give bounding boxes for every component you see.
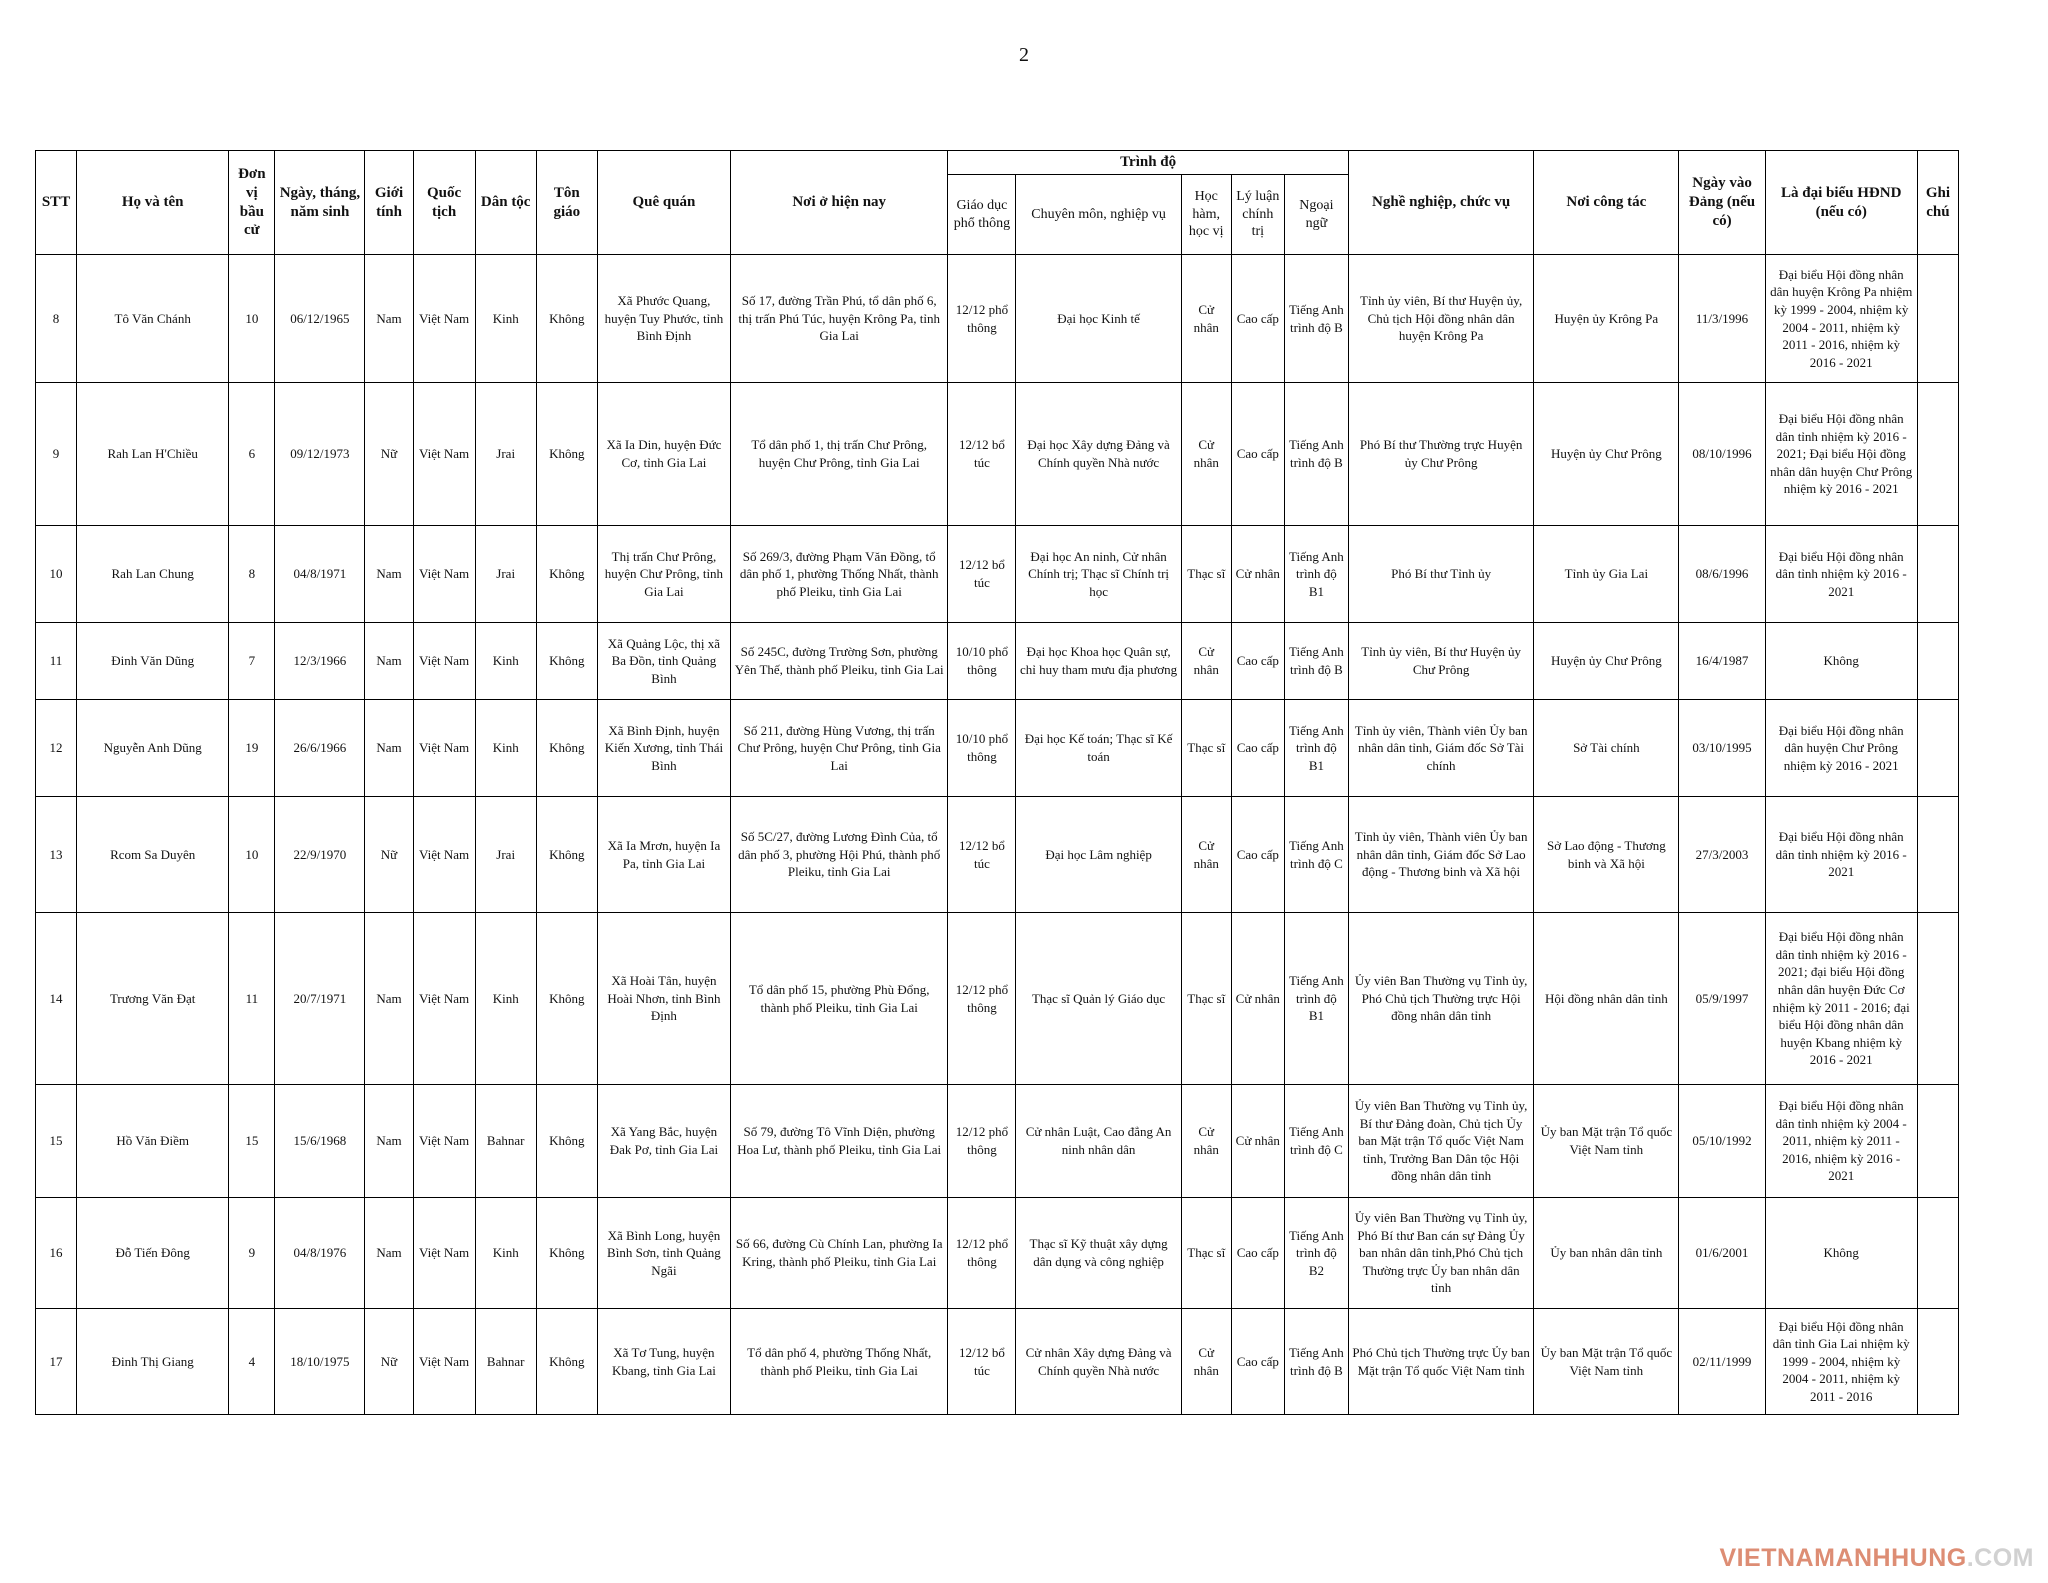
cell-quoc-tich: Việt Nam [413,1198,475,1309]
cell-nghe-nghiep: Phó Bí thư Thường trực Huyện ủy Chư Prông [1348,383,1533,526]
cell-ngoai-ngu: Tiếng Anh trình độ B1 [1284,700,1348,797]
cell-ton-giao: Không [536,255,597,383]
col-noi-cong-tac: Nơi công tác [1534,151,1679,255]
cell-ghi-chu [1917,1309,1958,1415]
cell-gioi-tinh: Nam [365,1085,413,1198]
cell-ngay-vao-dang: 05/9/1997 [1679,913,1765,1085]
cell-chuyen-mon: Đại học Kế toán; Thạc sĩ Kế toán [1016,700,1181,797]
cell-stt: 15 [36,1085,77,1198]
cell-noi-o: Tổ dân phố 15, phường Phù Đổng, thành phố Pleiku, tỉnh Gia Lai [731,913,948,1085]
cell-dan-toc: Kinh [475,623,536,700]
cell-ton-giao: Không [536,383,597,526]
cell-noi-o: Tổ dân phố 4, phường Thống Nhất, thành phố Pleiku, tỉnh Gia Lai [731,1309,948,1415]
cell-ho-ten: Đinh Thị Giang [77,1309,229,1415]
table-row [36,255,1959,383]
cell-dan-toc: Jrai [475,383,536,526]
cell-ngay-sinh: 12/3/1966 [275,623,365,700]
cell-que-quan: Xã Ia Mrơn, huyện Ia Pa, tỉnh Gia Lai [597,797,730,913]
cell-gioi-tinh: Nữ [365,1309,413,1415]
cell-ngay-sinh: 26/6/1966 [275,700,365,797]
col-que-quan: Quê quán [597,151,730,255]
cell-giao-duc: 12/12 phổ thông [948,1085,1016,1198]
cell-ngay-vao-dang: 02/11/1999 [1679,1309,1765,1415]
cell-que-quan: Thị trấn Chư Prông, huyện Chư Prông, tỉnh Gia Lai [597,526,730,623]
cell-gioi-tinh: Nữ [365,797,413,913]
cell-dai-bieu: Đại biểu Hội đồng nhân dân huyện Chư Prông nhiệm kỳ 2016 - 2021 [1765,700,1917,797]
cell-noi-cong-tac: Hội đồng nhân dân tỉnh [1534,913,1679,1085]
cell-don-vi: 7 [229,623,275,700]
col-don-vi: Đơn vị bầu cử [229,151,275,255]
cell-hoc-ham: Thạc sĩ [1181,1198,1231,1309]
candidate-table [35,150,1959,1415]
cell-ton-giao: Không [536,1085,597,1198]
table-row [36,383,1959,526]
cell-hoc-ham: Cử nhân [1181,797,1231,913]
cell-ngoai-ngu: Tiếng Anh trình độ B1 [1284,913,1348,1085]
cell-stt: 8 [36,255,77,383]
table-row [36,526,1959,623]
cell-ngay-sinh: 20/7/1971 [275,913,365,1085]
cell-quoc-tich: Việt Nam [413,700,475,797]
col-ho-ten: Họ và tên [77,151,229,255]
cell-hoc-ham: Thạc sĩ [1181,526,1231,623]
cell-ghi-chu [1917,913,1958,1085]
cell-dan-toc: Kinh [475,700,536,797]
cell-que-quan: Xã Tơ Tung, huyện Kbang, tỉnh Gia Lai [597,1309,730,1415]
cell-ghi-chu [1917,1085,1958,1198]
cell-chuyen-mon: Đại học Kinh tế [1016,255,1181,383]
watermark-logo: VIETNAMANHHUNG.COM [1719,1544,2034,1572]
cell-stt: 11 [36,623,77,700]
cell-noi-o: Số 66, đường Cù Chính Lan, phường Ia Kring, thành phố Pleiku, tỉnh Gia Lai [731,1198,948,1309]
cell-ngoai-ngu: Tiếng Anh trình độ C [1284,797,1348,913]
cell-ly-luan: Cử nhân [1231,1085,1284,1198]
cell-dai-bieu: Đại biểu Hội đồng nhân dân tỉnh nhiệm kỳ 2004 - 2011, nhiệm kỳ 2011 - 2016, nhiệm kỳ 2016 - 2021 [1765,1085,1917,1198]
table-row [36,1198,1959,1309]
cell-que-quan: Xã Quảng Lộc, thị xã Ba Đồn, tỉnh Quảng Bình [597,623,730,700]
cell-noi-o: Số 79, đường Tô Vĩnh Diện, phường Hoa Lư, thành phố Pleiku, tỉnh Gia Lai [731,1085,948,1198]
cell-ho-ten: Hồ Văn Điềm [77,1085,229,1198]
cell-hoc-ham: Cử nhân [1181,383,1231,526]
cell-ngay-sinh: 18/10/1975 [275,1309,365,1415]
cell-chuyen-mon: Cử nhân Xây dựng Đảng và Chính quyền Nhà nước [1016,1309,1181,1415]
cell-giao-duc: 12/12 phổ thông [948,1198,1016,1309]
cell-stt: 10 [36,526,77,623]
col-ngay-vao-dang: Ngày vào Đảng (nếu có) [1679,151,1765,255]
cell-dai-bieu: Đại biểu Hội đồng nhân dân tỉnh nhiệm kỳ 2016 - 2021 [1765,797,1917,913]
cell-noi-cong-tac: Sở Tài chính [1534,700,1679,797]
cell-quoc-tich: Việt Nam [413,383,475,526]
cell-hoc-ham: Thạc sĩ [1181,700,1231,797]
cell-nghe-nghiep: Ủy viên Ban Thường vụ Tỉnh ủy, Phó Bí thư Ban cán sự Đảng Ủy ban nhân dân tỉnh,Phó Chủ tịch Thường trực Ủy ban nhân dân tỉnh [1348,1198,1533,1309]
cell-quoc-tich: Việt Nam [413,1309,475,1415]
cell-quoc-tich: Việt Nam [413,1085,475,1198]
cell-chuyen-mon: Đại học An ninh, Cử nhân Chính trị; Thạc sĩ Chính trị học [1016,526,1181,623]
cell-noi-cong-tac: Ủy ban Mặt trận Tổ quốc Việt Nam tỉnh [1534,1309,1679,1415]
cell-hoc-ham: Cử nhân [1181,1309,1231,1415]
cell-gioi-tinh: Nam [365,700,413,797]
cell-hoc-ham: Thạc sĩ [1181,913,1231,1085]
col-chuyen-mon: Chuyên môn, nghiệp vụ [1016,175,1181,255]
cell-ho-ten: Nguyễn Anh Dũng [77,700,229,797]
cell-don-vi: 9 [229,1198,275,1309]
cell-don-vi: 10 [229,797,275,913]
cell-ngay-vao-dang: 11/3/1996 [1679,255,1765,383]
cell-noi-cong-tac: Sở Lao động - Thương binh và Xã hội [1534,797,1679,913]
cell-ngoai-ngu: Tiếng Anh trình độ B [1284,1309,1348,1415]
cell-ho-ten: Rah Lan H'Chiều [77,383,229,526]
cell-ngoai-ngu: Tiếng Anh trình độ C [1284,1085,1348,1198]
cell-noi-o: Số 269/3, đường Phạm Văn Đồng, tổ dân phố 1, phường Thống Nhất, thành phố Pleiku, tỉnh Gia Lai [731,526,948,623]
table-row [36,913,1959,1085]
cell-dan-toc: Jrai [475,797,536,913]
cell-giao-duc: 12/12 bổ túc [948,1309,1016,1415]
table-row [36,623,1959,700]
cell-ho-ten: Trương Văn Đạt [77,913,229,1085]
cell-dan-toc: Bahnar [475,1309,536,1415]
cell-hoc-ham: Cử nhân [1181,623,1231,700]
cell-noi-cong-tac: Ủy ban nhân dân tỉnh [1534,1198,1679,1309]
cell-ngay-vao-dang: 05/10/1992 [1679,1085,1765,1198]
cell-ngay-sinh: 09/12/1973 [275,383,365,526]
cell-noi-o: Số 211, đường Hùng Vương, thị trấn Chư Prông, huyện Chư Prông, tỉnh Gia Lai [731,700,948,797]
col-ly-luan: Lý luận chính trị [1231,175,1284,255]
cell-ngay-vao-dang: 03/10/1995 [1679,700,1765,797]
table-row [36,1085,1959,1198]
cell-don-vi: 15 [229,1085,275,1198]
cell-ly-luan: Cao cấp [1231,700,1284,797]
cell-ghi-chu [1917,1198,1958,1309]
cell-ho-ten: Đỗ Tiến Đông [77,1198,229,1309]
cell-chuyen-mon: Đại học Lâm nghiệp [1016,797,1181,913]
cell-que-quan: Xã Ia Din, huyện Đức Cơ, tỉnh Gia Lai [597,383,730,526]
col-giao-duc: Giáo dục phổ thông [948,175,1016,255]
cell-don-vi: 19 [229,700,275,797]
cell-ngoai-ngu: Tiếng Anh trình độ B [1284,255,1348,383]
col-ton-giao: Tôn giáo [536,151,597,255]
cell-noi-o: Số 5C/27, đường Lương Đình Của, tổ dân phố 3, phường Hội Phú, thành phố Pleiku, tỉnh Gia Lai [731,797,948,913]
cell-noi-cong-tac: Tỉnh ủy Gia Lai [1534,526,1679,623]
cell-ly-luan: Cao cấp [1231,255,1284,383]
table-row [36,797,1959,913]
col-hoc-ham: Học hàm, học vị [1181,175,1231,255]
cell-ho-ten: Đinh Văn Dũng [77,623,229,700]
cell-chuyen-mon: Thạc sĩ Quản lý Giáo dục [1016,913,1181,1085]
cell-don-vi: 4 [229,1309,275,1415]
cell-nghe-nghiep: Phó Chủ tịch Thường trực Ủy ban Mặt trận Tổ quốc Việt Nam tỉnh [1348,1309,1533,1415]
cell-ly-luan: Cao cấp [1231,1309,1284,1415]
cell-giao-duc: 12/12 phổ thông [948,913,1016,1085]
cell-ho-ten: Rah Lan Chung [77,526,229,623]
cell-que-quan: Xã Bình Long, huyện Bình Sơn, tỉnh Quảng Ngãi [597,1198,730,1309]
cell-dai-bieu: Đại biểu Hội đồng nhân dân tỉnh nhiệm kỳ 2016 - 2021 [1765,526,1917,623]
cell-ton-giao: Không [536,913,597,1085]
cell-quoc-tich: Việt Nam [413,255,475,383]
cell-ghi-chu [1917,526,1958,623]
col-ngay-sinh: Ngày, tháng, năm sinh [275,151,365,255]
cell-ghi-chu [1917,797,1958,913]
cell-nghe-nghiep: Tỉnh ủy viên, Thành viên Ủy ban nhân dân tỉnh, Giám đốc Sở Tài chính [1348,700,1533,797]
col-dan-toc: Dân tộc [475,151,536,255]
cell-ly-luan: Cao cấp [1231,623,1284,700]
cell-ton-giao: Không [536,1309,597,1415]
table-row [36,700,1959,797]
cell-ngoai-ngu: Tiếng Anh trình độ B1 [1284,526,1348,623]
cell-ly-luan: Cử nhân [1231,526,1284,623]
cell-stt: 9 [36,383,77,526]
cell-dai-bieu: Đại biểu Hội đồng nhân dân tỉnh Gia Lai nhiệm kỳ 1999 - 2004, nhiệm kỳ 2004 - 2011, nhiệm kỳ 2011 - 2016 [1765,1309,1917,1415]
cell-ton-giao: Không [536,700,597,797]
cell-que-quan: Xã Yang Bắc, huyện Đak Pơ, tỉnh Gia Lai [597,1085,730,1198]
cell-ngay-vao-dang: 16/4/1987 [1679,623,1765,700]
cell-ton-giao: Không [536,797,597,913]
cell-dai-bieu: Đại biểu Hội đồng nhân dân tỉnh nhiệm kỳ 2016 - 2021; Đại biểu Hội đồng nhân dân huyện Chư Prông nhiệm kỳ 2016 - 2021 [1765,383,1917,526]
cell-noi-o: Số 245C, đường Trường Sơn, phường Yên Thế, thành phố Pleiku, tỉnh Gia Lai [731,623,948,700]
cell-noi-cong-tac: Ủy ban Mặt trận Tổ quốc Việt Nam tỉnh [1534,1085,1679,1198]
col-nghe-nghiep: Nghề nghiệp, chức vụ [1348,151,1533,255]
cell-ghi-chu [1917,255,1958,383]
cell-ly-luan: Cao cấp [1231,383,1284,526]
cell-que-quan: Xã Bình Định, huyện Kiến Xương, tỉnh Thái Bình [597,700,730,797]
cell-dai-bieu: Không [1765,623,1917,700]
cell-giao-duc: 12/12 bổ túc [948,526,1016,623]
cell-que-quan: Xã Hoài Tân, huyện Hoài Nhơn, tỉnh Bình Định [597,913,730,1085]
cell-ngoai-ngu: Tiếng Anh trình độ B [1284,383,1348,526]
cell-don-vi: 8 [229,526,275,623]
cell-ngay-sinh: 15/6/1968 [275,1085,365,1198]
cell-giao-duc: 12/12 phổ thông [948,255,1016,383]
cell-ngay-sinh: 06/12/1965 [275,255,365,383]
col-quoc-tich: Quốc tịch [413,151,475,255]
cell-ho-ten: Rcom Sa Duyên [77,797,229,913]
cell-nghe-nghiep: Ủy viên Ban Thường vụ Tỉnh ủy, Phó Chủ tịch Thường trực Hội đồng nhân dân tỉnh [1348,913,1533,1085]
cell-gioi-tinh: Nam [365,526,413,623]
cell-gioi-tinh: Nữ [365,383,413,526]
cell-don-vi: 6 [229,383,275,526]
cell-dan-toc: Jrai [475,526,536,623]
cell-ly-luan: Cao cấp [1231,797,1284,913]
cell-dan-toc: Bahnar [475,1085,536,1198]
cell-chuyen-mon: Thạc sĩ Kỹ thuật xây dựng dân dụng và công nghiệp [1016,1198,1181,1309]
cell-giao-duc: 12/12 bổ túc [948,383,1016,526]
cell-nghe-nghiep: Phó Bí thư Tỉnh ủy [1348,526,1533,623]
cell-chuyen-mon: Đại học Khoa học Quân sự, chỉ huy tham mưu địa phương [1016,623,1181,700]
cell-ngoai-ngu: Tiếng Anh trình độ B2 [1284,1198,1348,1309]
cell-ngoai-ngu: Tiếng Anh trình độ B [1284,623,1348,700]
cell-hoc-ham: Cử nhân [1181,1085,1231,1198]
cell-don-vi: 10 [229,255,275,383]
cell-ton-giao: Không [536,1198,597,1309]
cell-quoc-tich: Việt Nam [413,623,475,700]
cell-ngay-sinh: 04/8/1976 [275,1198,365,1309]
cell-giao-duc: 10/10 phổ thông [948,700,1016,797]
cell-nghe-nghiep: Tỉnh ủy viên, Thành viên Ủy ban nhân dân tỉnh, Giám đốc Sở Lao động - Thương binh và Xã hội [1348,797,1533,913]
cell-ton-giao: Không [536,526,597,623]
cell-nghe-nghiep: Ủy viên Ban Thường vụ Tỉnh ủy, Bí thư Đảng đoàn, Chủ tịch Ủy ban Mặt trận Tổ quốc Việt Nam tỉnh, Trưởng Ban Dân tộc Hội đồng nhân dân tỉnh [1348,1085,1533,1198]
cell-ly-luan: Cao cấp [1231,1198,1284,1309]
col-gioi-tinh: Giới tính [365,151,413,255]
cell-dan-toc: Kinh [475,255,536,383]
cell-dan-toc: Kinh [475,913,536,1085]
cell-noi-cong-tac: Huyện ủy Krông Pa [1534,255,1679,383]
col-noi-o: Nơi ở hiện nay [731,151,948,255]
cell-stt: 14 [36,913,77,1085]
cell-dan-toc: Kinh [475,1198,536,1309]
cell-gioi-tinh: Nam [365,1198,413,1309]
cell-ly-luan: Cử nhân [1231,913,1284,1085]
cell-hoc-ham: Cử nhân [1181,255,1231,383]
cell-chuyen-mon: Cử nhân Luật, Cao đẳng An ninh nhân dân [1016,1085,1181,1198]
cell-don-vi: 11 [229,913,275,1085]
page-number: 2 [1019,44,1029,66]
cell-noi-o: Tổ dân phố 1, thị trấn Chư Prông, huyện Chư Prông, tỉnh Gia Lai [731,383,948,526]
cell-ghi-chu [1917,623,1958,700]
table-header [36,151,1959,255]
col-stt: STT [36,151,77,255]
cell-dai-bieu: Đại biểu Hội đồng nhân dân huyện Krông Pa nhiệm kỳ 1999 - 2004, nhiệm kỳ 2004 - 2011, nhiệm kỳ 2011 - 2016, nhiệm kỳ 2016 - 2021 [1765,255,1917,383]
cell-ngay-sinh: 04/8/1971 [275,526,365,623]
cell-stt: 17 [36,1309,77,1415]
cell-noi-o: Số 17, đường Trần Phú, tổ dân phố 6, thị trấn Phú Túc, huyện Krông Pa, tỉnh Gia Lai [731,255,948,383]
cell-gioi-tinh: Nam [365,255,413,383]
cell-giao-duc: 12/12 bổ túc [948,797,1016,913]
cell-stt: 12 [36,700,77,797]
cell-que-quan: Xã Phước Quang, huyện Tuy Phước, tỉnh Bình Định [597,255,730,383]
cell-gioi-tinh: Nam [365,623,413,700]
cell-ngay-vao-dang: 08/10/1996 [1679,383,1765,526]
cell-ton-giao: Không [536,623,597,700]
cell-dai-bieu: Không [1765,1198,1917,1309]
table-row [36,1309,1959,1415]
col-ghi-chu: Ghi chú [1917,151,1958,255]
cell-quoc-tich: Việt Nam [413,797,475,913]
cell-gioi-tinh: Nam [365,913,413,1085]
cell-ngay-sinh: 22/9/1970 [275,797,365,913]
table-body [36,255,1959,1415]
cell-stt: 13 [36,797,77,913]
col-ngoai-ngu: Ngoại ngữ [1284,175,1348,255]
cell-dai-bieu: Đại biểu Hội đồng nhân dân tỉnh nhiệm kỳ 2016 - 2021; đại biểu Hội đồng nhân dân huyện Đức Cơ nhiệm kỳ 2011 - 2016; đại biểu Hội đồng nhân dân huyện Kbang nhiệm kỳ 2016 - 2021 [1765,913,1917,1085]
cell-ghi-chu [1917,383,1958,526]
cell-ghi-chu [1917,700,1958,797]
cell-chuyen-mon: Đại học Xây dựng Đảng và Chính quyền Nhà nước [1016,383,1181,526]
cell-nghe-nghiep: Tỉnh ủy viên, Bí thư Huyện ủy, Chủ tịch Hội đồng nhân dân huyện Krông Pa [1348,255,1533,383]
cell-noi-cong-tac: Huyện ủy Chư Prông [1534,623,1679,700]
cell-giao-duc: 10/10 phổ thông [948,623,1016,700]
cell-noi-cong-tac: Huyện ủy Chư Prông [1534,383,1679,526]
cell-quoc-tich: Việt Nam [413,913,475,1085]
cell-ngay-vao-dang: 08/6/1996 [1679,526,1765,623]
col-group-trinh-do: Trình độ [948,151,1349,175]
cell-ngay-vao-dang: 01/6/2001 [1679,1198,1765,1309]
cell-quoc-tich: Việt Nam [413,526,475,623]
cell-ngay-vao-dang: 27/3/2003 [1679,797,1765,913]
col-dai-bieu: Là đại biểu HĐND (nếu có) [1765,151,1917,255]
cell-nghe-nghiep: Tỉnh ủy viên, Bí thư Huyện ủy Chư Prông [1348,623,1533,700]
cell-ho-ten: Tô Văn Chánh [77,255,229,383]
cell-stt: 16 [36,1198,77,1309]
